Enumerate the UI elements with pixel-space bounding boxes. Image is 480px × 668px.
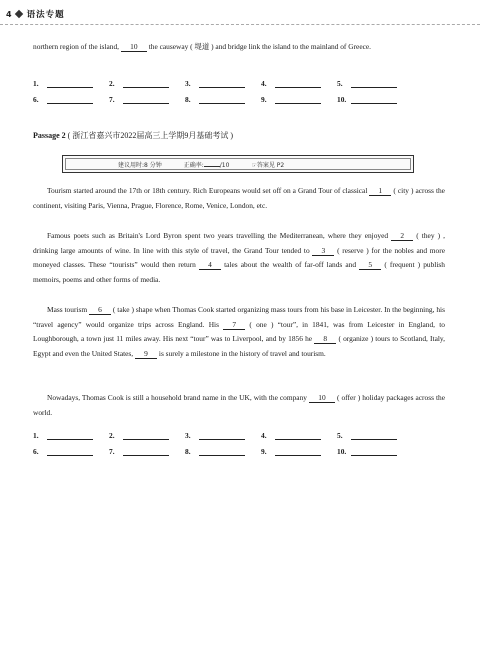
diamond-icon bbox=[14, 10, 22, 18]
blank-3[interactable]: 3 bbox=[312, 246, 334, 256]
paragraph-2: Famous poets such as Britain's Lord Byron spent two years travelling the Mediterranean, where they enjoyed 2 ( they ) , drinking large amounts of wine. In line with this style of travel, the Grand Tour tended to 3 ( reserve ) for the nobles and more moneyed classes. These “tourists” would then return 4 tales about the wealth of far-off lands and 5 ( frequent ) publish memoirs, poems and other forms of media. bbox=[33, 231, 445, 284]
answer-row bbox=[33, 424, 445, 440]
blank-5[interactable]: 5 bbox=[359, 260, 381, 270]
answer-cell[interactable]: 10. bbox=[337, 446, 413, 456]
suggested-time: 建议用时:8 分钟 bbox=[118, 161, 162, 169]
answer-grid-1 bbox=[33, 72, 445, 104]
answer-grid-2 bbox=[33, 424, 445, 456]
answer-cell[interactable]: 3. bbox=[185, 78, 261, 88]
answer-cell[interactable]: 7. bbox=[109, 94, 185, 104]
answer-cell[interactable]: 8. bbox=[185, 446, 261, 456]
blank-1[interactable]: 1 bbox=[369, 186, 391, 196]
answer-cell[interactable]: 2. bbox=[109, 430, 185, 440]
answer-cell[interactable]: 3. bbox=[185, 430, 261, 440]
page-header bbox=[6, 6, 65, 22]
answer-cell[interactable]: 4. bbox=[261, 78, 337, 88]
blank-10-prev[interactable]: 10 bbox=[121, 42, 147, 52]
blank-7[interactable]: 7 bbox=[223, 320, 245, 330]
answer-row bbox=[33, 440, 445, 456]
continued-paragraph: northern region of the island, 10 the causeway ( 堤道 ) and bridge link the island to the mainland of Greece. bbox=[33, 42, 372, 51]
passage-title: Passage 2 ( 浙江省嘉兴市2022届高三上学期9月基础考试 ) bbox=[33, 131, 233, 140]
answer-cell[interactable]: 4. bbox=[261, 430, 337, 440]
answer-cell[interactable]: 7. bbox=[109, 446, 185, 456]
answer-cell[interactable]: 9. bbox=[261, 94, 337, 104]
blank-9[interactable]: 9 bbox=[135, 349, 157, 359]
answer-cell[interactable]: 5. bbox=[337, 430, 413, 440]
accuracy-field[interactable]: 正确率: /10 bbox=[183, 161, 230, 169]
answer-cell[interactable]: 5. bbox=[337, 78, 413, 88]
answer-cell[interactable]: 9. bbox=[261, 446, 337, 456]
answer-cell[interactable]: 10. bbox=[337, 94, 413, 104]
section-title: 语法专题 bbox=[26, 10, 65, 20]
paragraph-4: Nowadays, Thomas Cook is still a household brand name in the UK, with the company 10 ( offer ) holiday packages across the world. bbox=[33, 393, 445, 417]
answer-cell[interactable]: 1. bbox=[33, 430, 109, 440]
page-number: 4 bbox=[6, 9, 12, 19]
answer-cell[interactable]: 6. bbox=[33, 446, 109, 456]
answer-cell[interactable]: 2. bbox=[109, 78, 185, 88]
answer-cell[interactable]: 8. bbox=[185, 94, 261, 104]
answer-cell[interactable]: 6. bbox=[33, 94, 109, 104]
header-divider bbox=[0, 24, 480, 25]
paragraph-1: Tourism started around the 17th or 18th century. Rich Europeans would set off on a Grand Tour of classical 1 ( city ) across the continent, visiting Paris, Vienna, Prague, Florence, Rome, Venice, London, etc. bbox=[33, 186, 445, 210]
blank-4[interactable]: 4 bbox=[199, 260, 221, 270]
answer-row bbox=[33, 72, 445, 88]
blank-6[interactable]: 6 bbox=[89, 305, 111, 315]
answer-reference: ☞答案见 P2 bbox=[251, 161, 285, 169]
blank-2[interactable]: 2 bbox=[391, 231, 413, 241]
paragraph-3: Mass tourism 6 ( take ) shape when Thomas Cook started organizing mass tours from his base in Leicester. In the beginning, his “travel agency” would organize trips across England. His 7 ( one ) “tour”, in 1841, was from Leicester in England, to Loughborough, a town just 11 miles away. His next “tour” was to Liverpool, and by 1856 he 8 ( organize ) tours to Scotland, Italy, Egypt and even the United States, 9 is surely a milestone in the history of travel and tourism. bbox=[33, 305, 445, 358]
answer-row bbox=[33, 88, 445, 104]
answer-cell[interactable]: 1. bbox=[33, 78, 109, 88]
info-box bbox=[62, 155, 414, 173]
blank-10[interactable]: 10 bbox=[309, 393, 335, 403]
blank-8[interactable]: 8 bbox=[314, 334, 336, 344]
